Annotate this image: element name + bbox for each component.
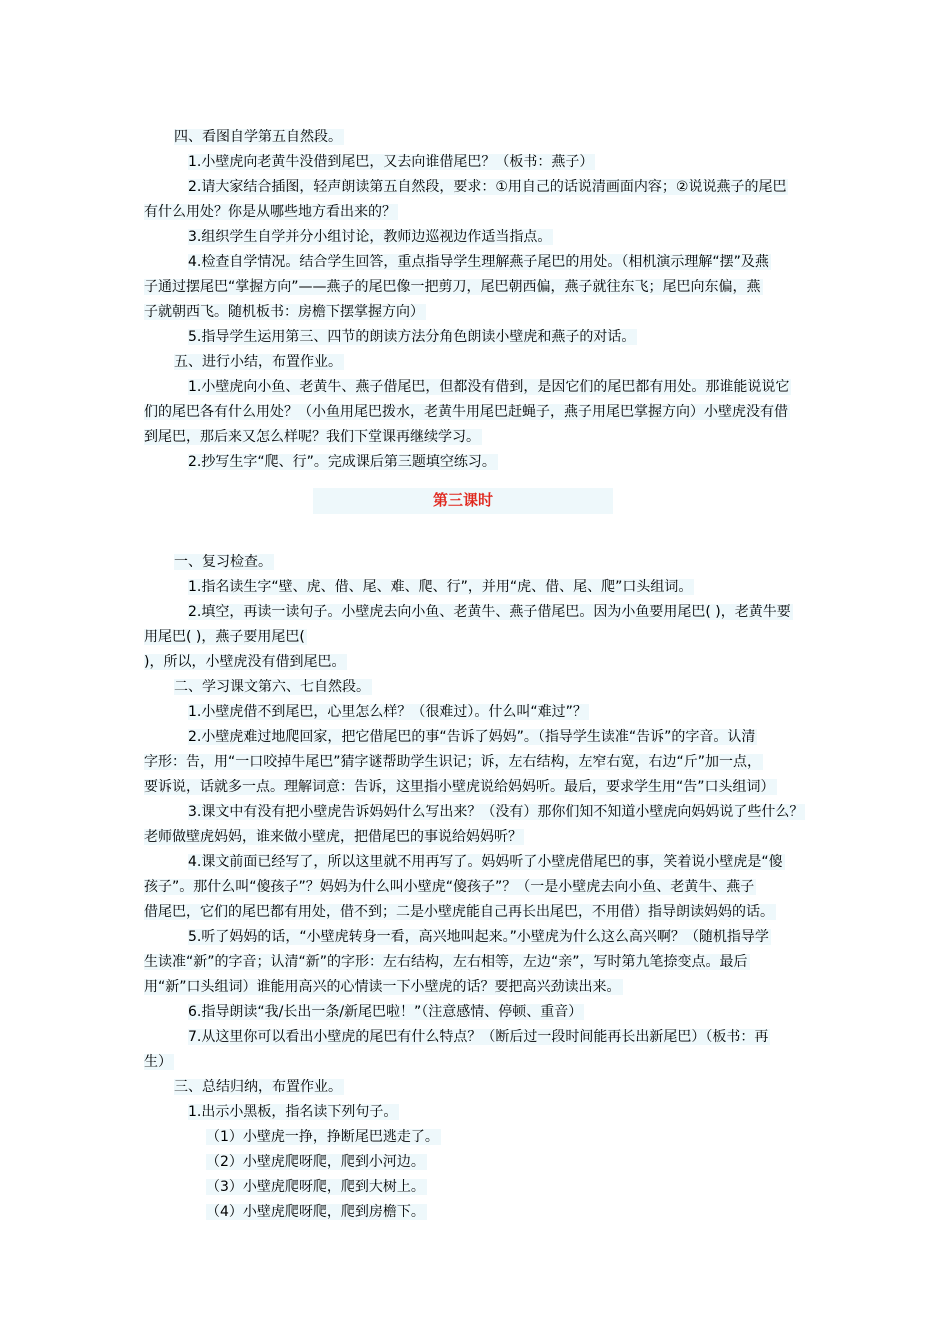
line-text: （4）小壁虎爬呀爬，爬到房檐下。	[206, 1204, 425, 1220]
paragraph	[144, 125, 812, 150]
paragraph	[144, 250, 812, 325]
line-text: （1）小壁虎一挣，挣断尾巴逃走了。	[206, 1129, 439, 1145]
paragraph	[144, 725, 812, 800]
text-line	[144, 625, 812, 650]
text-line	[144, 150, 812, 175]
line-text: )，所以，小壁虎没有借到尾巴。	[144, 654, 346, 670]
line-text: 子就朝西飞。随机板书：房檐下摆掌握方向）	[144, 304, 424, 320]
line-text: 五、进行小结，布置作业。	[174, 354, 342, 370]
paragraph	[144, 700, 812, 725]
paragraph	[144, 850, 812, 925]
paragraph	[144, 225, 812, 250]
text-line	[144, 1100, 812, 1125]
text-line	[144, 975, 812, 1000]
text-line	[144, 825, 812, 850]
line-text: 要诉说，话就多一点。理解词意：告诉，这里指小壁虎说给妈妈听。最后，要求学生用“告”口头组词）	[144, 779, 775, 795]
paragraph	[144, 1125, 812, 1150]
line-text: 们的尾巴各有什么用处？（小鱼用尾巴拨水，老黄牛用尾巴赶蝇子，燕子用尾巴掌握方向）小壁虎没有借	[144, 404, 788, 420]
paragraph	[144, 325, 812, 350]
line-text: （2）小壁虎爬呀爬，爬到小河边。	[206, 1154, 425, 1170]
lesson-part-three	[144, 550, 812, 1225]
paragraph	[144, 1025, 812, 1075]
paragraph	[144, 600, 812, 675]
line-text: 6.指导朗读“我/长出一条/新尾巴啦！”（注意感情、停顿、重音）	[188, 1004, 583, 1020]
line-text: 2.填空，再读一读句子。小壁虎去向小鱼、老黄牛、燕子借尾巴。因为小鱼要用尾巴( )，老黄牛要	[188, 604, 791, 620]
text-line	[144, 1200, 812, 1225]
paragraph	[144, 1000, 812, 1025]
text-line	[144, 650, 812, 675]
section-title-row	[144, 488, 812, 513]
line-text: 字形：告，用“一口咬掉牛尾巴”猜字谜帮助学生识记；诉，左右结构，左窄右宽，右边“斤”加一点，	[144, 754, 762, 770]
line-text: 四、看图自学第五自然段。	[174, 129, 342, 145]
text-line	[144, 375, 812, 400]
text-line	[144, 275, 812, 300]
text-line	[144, 1075, 812, 1100]
text-line	[144, 125, 812, 150]
text-line	[144, 425, 812, 450]
paragraph	[144, 1150, 812, 1175]
line-text: 3.课文中有没有把小壁虎告诉妈妈什么写出来？（没有）那你们知不知道小壁虎向妈妈说了些什么？	[188, 804, 804, 820]
line-text: 2.抄写生字“爬、行”。完成课后第三题填空练习。	[188, 454, 496, 470]
text-line	[144, 800, 812, 825]
line-text: （3）小壁虎爬呀爬，爬到大树上。	[206, 1179, 425, 1195]
line-text: 生）	[144, 1054, 172, 1070]
paragraph	[144, 550, 812, 575]
line-text: 子通过摆尾巴“掌握方向”——燕子的尾巴像一把剪刀，尾巴朝西偏，燕子就往东飞；尾巴向东偏，燕	[144, 279, 761, 295]
line-text: 二、学习课文第六、七自然段。	[174, 679, 370, 695]
line-text: 孩子”。那什么叫“傻孩子”？妈妈为什么叫小壁虎“傻孩子”？（一是小壁虎去向小鱼、老黄牛、燕子	[144, 879, 755, 895]
text-line	[144, 1175, 812, 1200]
paragraph	[144, 1075, 812, 1100]
text-line	[144, 775, 812, 800]
line-text: 5.听了妈妈的话，“小壁虎转身一看，高兴地叫起来。”小壁虎为什么这么高兴啊？（随机指导学	[188, 929, 769, 945]
line-text: 借尾巴，它们的尾巴都有用处，借不到；二是小壁虎能自己再长出尾巴，不用借）指导朗读妈妈的话。	[144, 904, 774, 920]
text-line	[144, 1125, 812, 1150]
text-line	[144, 175, 812, 200]
line-text: 1.指名读生字“壁、虎、借、尾、难、爬、行”，并用“虎、借、尾、爬”口头组词。	[188, 579, 693, 595]
text-line	[144, 700, 812, 725]
line-text: 三、总结归纳，布置作业。	[174, 1079, 342, 1095]
text-line	[144, 675, 812, 700]
line-text: 4.检查自学情况。结合学生回答，重点指导学生理解燕子尾巴的用处。（相机演示理解“摆”及燕	[188, 254, 769, 270]
paragraph	[144, 150, 812, 175]
paragraph	[144, 1175, 812, 1200]
paragraph	[144, 350, 812, 375]
text-line	[144, 1150, 812, 1175]
line-text: 1.出示小黑板，指名读下列句子。	[188, 1104, 398, 1120]
text-line	[144, 875, 812, 900]
text-line	[144, 575, 812, 600]
text-line	[144, 300, 812, 325]
line-text: 2.小壁虎难过地爬回家，把它借尾巴的事“告诉了妈妈”。（指导学生读准“告诉”的字音。认清	[188, 729, 756, 745]
document-body	[144, 125, 812, 1225]
text-line	[144, 550, 812, 575]
paragraph	[144, 675, 812, 700]
line-text: 到尾巴，那后来又怎么样呢？我们下堂课再继续学习。	[144, 429, 480, 445]
text-line	[144, 1000, 812, 1025]
lesson-part-two-continued	[144, 125, 812, 475]
paragraph	[144, 925, 812, 1000]
paragraph	[144, 375, 812, 450]
line-text: 2.请大家结合插图，轻声朗读第五自然段，要求：①用自己的话说清画面内容；②说说燕子的尾巴	[188, 179, 787, 195]
paragraph	[144, 450, 812, 475]
line-text: 用“新”口头组词）谁能用高兴的心情读一下小壁虎的话？要把高兴劲读出来。	[144, 979, 621, 995]
paragraph	[144, 575, 812, 600]
paragraph	[144, 1100, 812, 1125]
text-line	[144, 450, 812, 475]
text-line	[144, 400, 812, 425]
line-text: 老师做壁虎妈妈，谁来做小壁虎，把借尾巴的事说给妈妈听？	[144, 829, 522, 845]
line-text: 1.小壁虎向小鱼、老黄牛、燕子借尾巴，但都没有借到，是因它们的尾巴都有用处。那谁能说说它	[188, 379, 790, 395]
paragraph	[144, 800, 812, 850]
text-line	[144, 225, 812, 250]
section-title: 第三课时	[432, 491, 493, 509]
text-line	[144, 1025, 812, 1050]
text-line	[144, 950, 812, 975]
text-line	[144, 600, 812, 625]
text-line	[144, 350, 812, 375]
line-text: 有什么用处？你是从哪些地方看出来的？	[144, 204, 396, 220]
text-line	[144, 750, 812, 775]
line-text: 生读准“新”的字音；认清“新”的字形：左右结构，左右相等，左边“亲”，写时第九笔捺变点。最后	[144, 954, 748, 970]
text-line	[144, 1050, 812, 1075]
line-text: 一、复习检查。	[174, 554, 272, 570]
text-line	[144, 725, 812, 750]
text-line	[144, 250, 812, 275]
line-text: 1.小壁虎向老黄牛没借到尾巴，又去向谁借尾巴？（板书：燕子）	[188, 154, 594, 170]
text-line	[144, 200, 812, 225]
paragraph	[144, 175, 812, 225]
text-line	[144, 900, 812, 925]
text-line	[144, 325, 812, 350]
line-text: 4.课文前面已经写了，所以这里就不用再写了。妈妈听了小壁虎借尾巴的事，笑着说小壁虎是“傻	[188, 854, 783, 870]
paragraph	[144, 1200, 812, 1225]
line-text: 7.从这里你可以看出小壁虎的尾巴有什么特点？（断后过一段时间能再长出新尾巴）（板书：再	[188, 1029, 769, 1045]
line-text: 1.小壁虎借不到尾巴，心里怎么样？（很难过）。什么叫“难过”？	[188, 704, 587, 720]
text-line	[144, 850, 812, 875]
line-text: 用尾巴( )，燕子要用尾巴(	[144, 629, 305, 645]
line-text: 5.指导学生运用第三、四节的朗读方法分角色朗读小壁虎和燕子的对话。	[188, 329, 636, 345]
line-text: 3.组织学生自学并分小组讨论，教师边巡视边作适当指点。	[188, 229, 552, 245]
text-line	[144, 925, 812, 950]
